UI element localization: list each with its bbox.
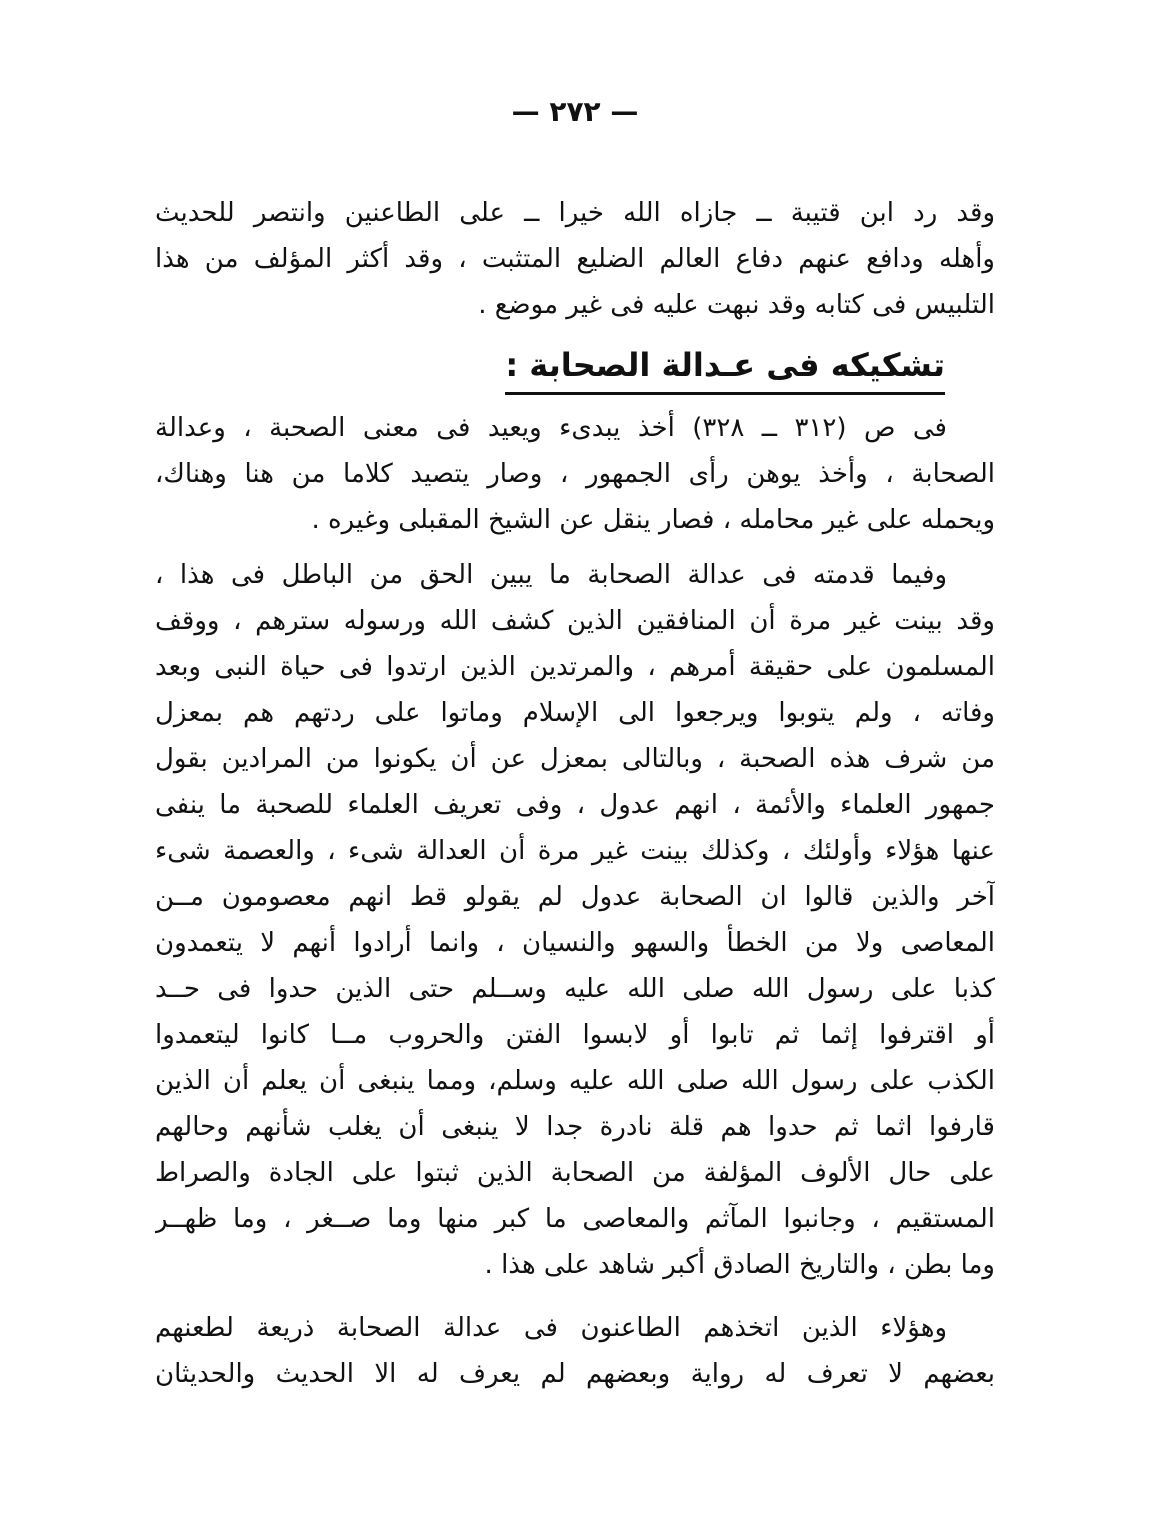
- text-line: الصحابة ، وأخذ يوهن رأى الجمهور ، وصار يتصيد كلاما من هنا وهناك،: [155, 459, 995, 489]
- text-line: آخر والذين قالوا ان الصحابة عدول لم يقولو قط انهم معصومون مــن: [155, 882, 995, 912]
- text-line: التلبيس فى كتابه وقد نبهت عليه فى غير موضع .: [478, 290, 995, 320]
- page-number: — ٢٧٢ —: [511, 95, 639, 128]
- text-line: وقد رد ابن قتيبة ــ جازاه الله خيرا ــ على الطاعنين وانتصر للحديث: [155, 198, 995, 228]
- text-line: جمهور العلماء والأئمة ، انهم عدول ، وفى تعريف العلماء للصحبة ما ينفى: [155, 790, 995, 820]
- paragraph-4: [155, 1305, 995, 1397]
- text-line: فى ص (٣١٢ ــ ٣٢٨) أخذ يبدىء ويعيد فى معنى الصحبة ، وعدالة: [155, 413, 947, 443]
- text-line: على حال الألوف المؤلفة من الصحابة الذين ثبتوا على الجادة والصراط: [155, 1158, 995, 1188]
- text-line: وأهله ودافع عنهم دفاع العالم الضليع المتثبت ، وقد أكثر المؤلف من هذا: [155, 244, 995, 274]
- text-line: بعضهم لا تعرف له رواية وبعضهم لم يعرف له الا الحديث والحديثان: [155, 1359, 995, 1389]
- text-line: قارفوا اثما ثم حدوا هم قلة نادرة جدا لا ينبغى أن يغلب شأنهم وحالهم: [155, 1112, 995, 1142]
- text-line: المستقيم ، وجانبوا المآثم والمعاصى ما كبر منها وما صــغر ، وما ظهــر: [155, 1204, 995, 1234]
- text-line: أو اقترفوا إثما ثم تابوا أو لابسوا الفتن والحروب مــا كانوا ليتعمدوا: [155, 1020, 995, 1050]
- paragraph-1: [155, 190, 995, 328]
- section-heading: تشكيكه فى عـدالة الصحابة :: [505, 340, 945, 395]
- text-line: ويحمله على غير محامله ، فصار ينقل عن الشيخ المقبلى وغيره .: [311, 505, 995, 535]
- text-line: وقد بينت غير مرة أن المنافقين الذين كشف الله ورسوله سترهم ، ووقف: [155, 606, 995, 636]
- text-line: عنها هؤلاء وأولئك ، وكذلك بينت غير مرة أن العدالة شىء ، والعصمة شىء: [155, 836, 995, 866]
- paragraph-3: [155, 552, 995, 1288]
- paragraph-2: [155, 405, 995, 543]
- text-line: من شرف هذه الصحبة ، وبالتالى بمعزل عن أن يكونوا من المرادين بقول: [155, 744, 995, 774]
- text-line: المسلمون على حقيقة أمرهم ، والمرتدين الذين ارتدوا فى حياة النبى وبعد: [155, 652, 995, 682]
- text-line: الكذب على رسول الله صلى الله عليه وسلم، ومما ينبغى أن يعلم أن الذين: [155, 1066, 995, 1096]
- text-line: وهؤلاء الذين اتخذهم الطاعنون فى عدالة الصحابة ذريعة لطعنهم: [155, 1313, 947, 1343]
- text-line: كذبا على رسول الله صلى الله عليه وســلم حتى الذين حدوا فى حــد: [155, 974, 995, 1004]
- text-line: وفيما قدمته فى عدالة الصحابة ما يبين الحق من الباطل فى هذا ،: [155, 560, 947, 590]
- text-line: المعاصى ولا من الخطأ والسهو والنسيان ، وانما أرادوا أنهم لا يتعمدون: [155, 928, 995, 958]
- text-line: وما بطن ، والتاريخ الصادق أكبر شاهد على هذا .: [484, 1250, 995, 1280]
- document-page: [155, 95, 995, 1495]
- text-line: وفاته ، ولم يتوبوا ويرجعوا الى الإسلام وماتوا على ردتهم هم بمعزل: [155, 698, 995, 728]
